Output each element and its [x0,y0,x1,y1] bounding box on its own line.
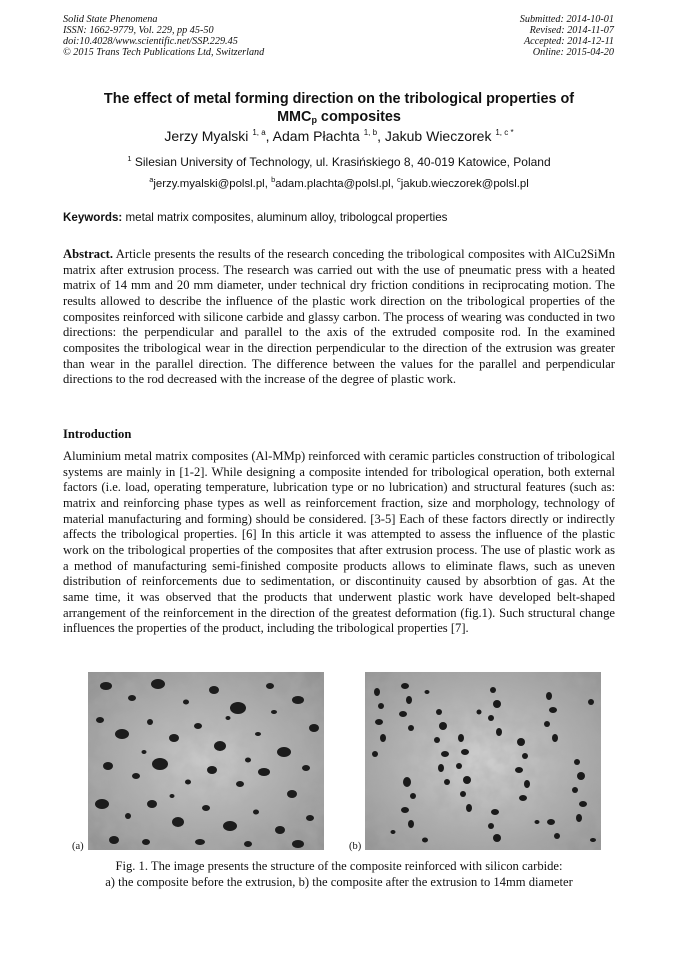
micrograph-after-extrusion [365,672,601,850]
journal-header [63,14,264,58]
author-affiliation-mark: 1, c * [495,128,514,137]
abstract [63,247,615,388]
journal-copyright: © 2015 Trans Tech Publications Ltd, Switzerland [63,47,265,58]
figure-caption [63,858,615,890]
journal-issn: ISSN: 1662-9779, Vol. 229, pp 45-50 [63,25,214,36]
author-affiliation-mark: 1, b [363,128,378,137]
section-heading-introduction: Introduction [63,427,132,441]
figure-label-b: (b) [349,841,362,852]
introduction-paragraph: Aluminium metal matrix composites (Al-MMp) reinforced with ceramic particles construction of tribological systems are mainly in [1-2]. While designing a composite intended for tribological operation, both external factors (i.e. load, operating temperature, lubrication type or no lubrication) and structural features (such as: matrix and reinforcing phase types as well as reinforcement fraction, size and morphology, technology of material manufacturing and forming) should be considered. [3-5] Each of these factors directly or indirectly affects the tribological properties. [6] In this article it was attempted to assess the influence of the plastic work on the tribological properties of the composites that after extrusion process. The use of plastic work as a method of manufacturing semi-finished composite products allows to eliminate flaws, such as uneven distribution of reinforcements due to sedimentation, or discontinuity caused by absorbtion of gas. At the same time, it was observed that the products that underwent plastic work have developed belt-shaped arrangement of the reinforcement in the direction of the greatest deformation (fig.1). Such structural change influences the properties of the product, including the tribological properties [7]. [63,449,615,636]
micrograph-before-extrusion [88,672,324,850]
figure-label-a: (a) [72,841,84,852]
title-line-2: $MMC_p$ composites [277,109,401,125]
author-emails: $^a$jerzy.myalski@polsl.pl, $^b$adam.plachta@polsl.pl, $^c$jakub.wieczorek@polsl.pl [149,175,529,190]
keywords [63,210,615,226]
abstract-text: Article presents the results of the research conceding the tribological composites with AlCu2SiMn matrix after extrusion process. The research was carried out with the use of pneumatic press with a heated matrix of 14 mm and 20 mm diameter, under technical dry friction conditions in reciprocating motion. The results allowed to describe the influence of the plastic work direction on the tribological properties of the composites reinforced with silicone carbide and glassy carbon. The process of wearing was conducted in two directions: the perpendicular and parallel to the axis of the extruded composite rod. In the examined composites the tribological wear in the direction perpendicular to the direction of the extrusion was greater than wear in the parallel direction. The difference between the values for the parallel and perpendicular directions to the rod decreased with the increase of the degree of plastic work. [63,247,615,387]
caption-line-2: a) the composite before the extrusion, b) the composite after the extrusion to 14mm diameter [105,875,573,889]
author-name: Jerzy Myalski [164,128,249,144]
author-name: Adam Płachta [272,128,360,144]
author-affiliation-mark: 1, a [252,128,266,137]
submission-dates [520,14,614,58]
email-link[interactable]: jerzy.myalski@polsl.pl, [153,178,272,190]
paper-title [63,90,615,126]
keywords-label: Keywords: [63,211,123,224]
date-online: Online: 2015-04-20 [532,47,614,58]
author-name: Jakub Wieczorek [384,128,492,144]
date-submitted: Submitted: 2014-10-01 [519,14,614,25]
journal-name: Solid State Phenomena [63,14,158,25]
date-accepted: Accepted: 2014-12-11 [523,36,614,47]
journal-doi: doi:10.4028/www.scientific.net/SSP.229.45 [63,36,238,47]
email-link[interactable]: adam.plachta@polsl.pl, [275,178,397,190]
abstract-label: Abstract. [63,247,114,261]
date-revised: Revised: 2014-11-07 [529,25,614,36]
title-line-1: The effect of metal forming direction on the tribological properties of [103,91,575,107]
affiliation: $^1$ Silesian University of Technology, ul. Krasińskiego 8, 40-019 Katowice, Poland [127,154,551,169]
caption-line-1: Fig. 1. The image presents the structure of the composite reinforced with silicon carbide: [115,859,563,873]
keywords-text: metal matrix composites, aluminum alloy, tribologcal properties [122,211,448,224]
email-link[interactable]: jakub.wieczorek@polsl.pl [400,178,529,190]
author-list: Jerzy Myalski $^{1, a}$, Adam Płachta $^{1, b}$, Jakub Wieczorek $^{1, c *}$ [164,128,514,144]
